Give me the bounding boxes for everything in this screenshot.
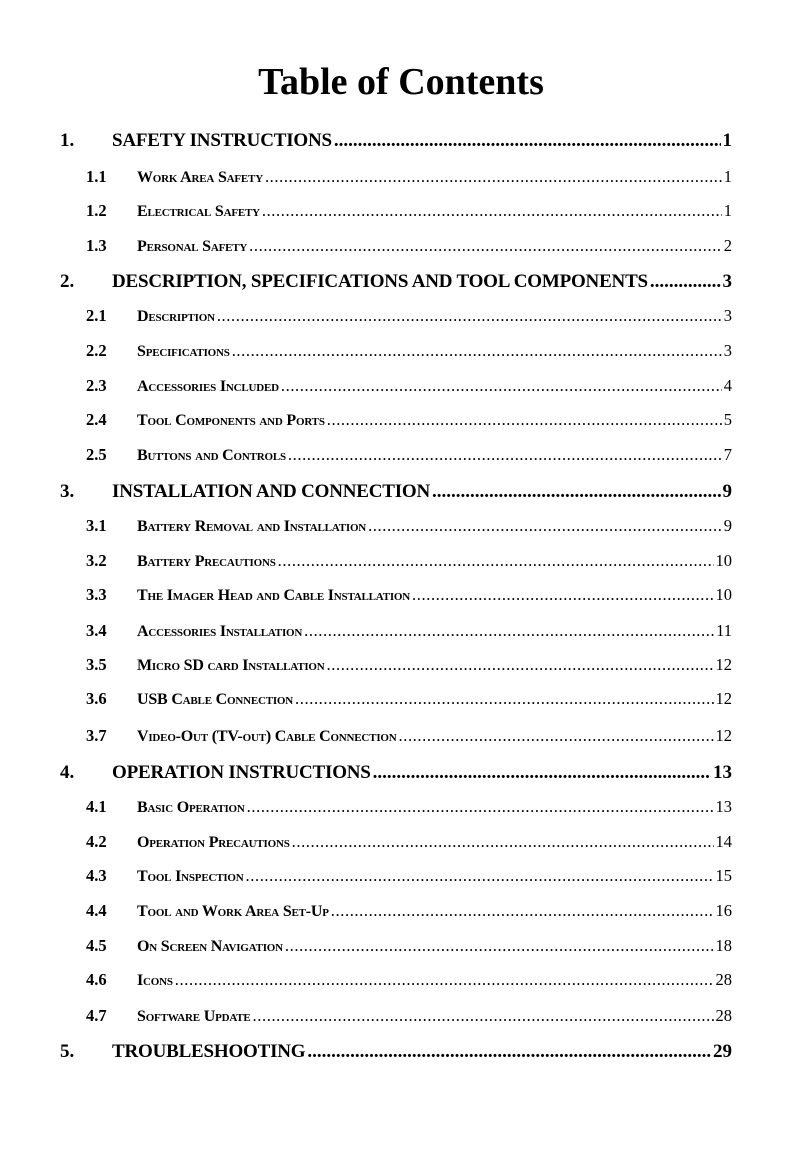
toc-entry-number: 5. xyxy=(60,1041,75,1062)
toc-subsection-entry[interactable] xyxy=(86,936,732,956)
toc-subsection-entry[interactable] xyxy=(86,621,732,641)
page-title: Table of Contents xyxy=(258,61,544,103)
toc-entry-number: 1.2 xyxy=(86,201,107,220)
toc-entry-number: 3.7 xyxy=(86,726,107,745)
toc-entry-number: 2.4 xyxy=(86,410,107,429)
toc-entry-number: 4. xyxy=(60,762,75,783)
toc-entry-number: 3.1 xyxy=(86,516,107,535)
toc-entry-page-number: 10 xyxy=(715,551,732,570)
dot-leader xyxy=(327,655,714,675)
toc-entry-number: 4.7 xyxy=(86,1006,107,1025)
toc-entry-number: 4.4 xyxy=(86,901,107,920)
toc-entry-title: DESCRIPTION, SPECIFICATIONS AND TOOL COMPONENTS xyxy=(112,271,648,292)
toc-entry-page-number: 1 xyxy=(722,130,732,151)
toc-subsection-entry[interactable] xyxy=(86,236,732,256)
toc-entry-page-number: 5 xyxy=(723,410,732,429)
toc-entry-title: USB Cable Connection xyxy=(137,691,294,708)
toc-subsection-entry[interactable] xyxy=(86,167,732,187)
toc-entry-page-number: 4 xyxy=(723,376,732,395)
toc-section-entry[interactable] xyxy=(60,130,732,152)
toc-entry-title: TROUBLESHOOTING xyxy=(112,1041,306,1062)
toc-entry-title: Accessories Included xyxy=(137,378,279,395)
dot-leader xyxy=(373,762,711,784)
dot-leader xyxy=(292,832,714,852)
toc-entry-title: Tool Components and Ports xyxy=(137,412,325,429)
toc-entry-number: 2.3 xyxy=(86,376,107,395)
dot-leader xyxy=(285,936,714,956)
toc-section-entry[interactable] xyxy=(60,1041,732,1063)
toc-entry-title: Accessories Installation xyxy=(137,623,303,640)
toc-entry-title: On Screen Navigation xyxy=(137,938,283,955)
dot-leader xyxy=(253,1006,714,1026)
dot-leader xyxy=(295,689,713,709)
toc-subsection-entry[interactable] xyxy=(86,832,732,852)
toc-entry-number: 4.2 xyxy=(86,832,107,851)
dot-leader xyxy=(175,970,714,990)
toc-entry-title: Software Update xyxy=(137,1008,251,1025)
dot-leader xyxy=(432,481,720,503)
dot-leader xyxy=(262,201,722,221)
toc-entry-title: SAFETY INSTRUCTIONS xyxy=(112,130,332,151)
toc-entry-number: 1.3 xyxy=(86,236,107,255)
toc-entry-number: 2.1 xyxy=(86,306,107,325)
toc-entry-page-number: 29 xyxy=(713,1041,732,1062)
toc-entry-page-number: 1 xyxy=(723,201,732,220)
toc-subsection-entry[interactable] xyxy=(86,1006,732,1026)
dot-leader xyxy=(217,306,722,326)
toc-entry-page-number: 12 xyxy=(715,689,732,708)
toc-subsection-entry[interactable] xyxy=(86,445,732,465)
dot-leader xyxy=(288,445,722,465)
toc-subsection-entry[interactable] xyxy=(86,341,732,361)
toc-subsection-entry[interactable] xyxy=(86,376,732,396)
toc-entry-page-number: 15 xyxy=(715,866,732,885)
dot-leader xyxy=(281,376,722,396)
dot-leader xyxy=(368,516,722,536)
toc-entry-page-number: 28 xyxy=(715,970,732,989)
toc-entry-number: 4.1 xyxy=(86,797,107,816)
toc-subsection-entry[interactable] xyxy=(86,585,732,605)
toc-entry-number: 4.5 xyxy=(86,936,107,955)
dot-leader xyxy=(265,167,722,187)
dot-leader xyxy=(247,797,714,817)
toc-entry-title: Operation Precautions xyxy=(137,834,290,851)
toc-entry-title: OPERATION INSTRUCTIONS xyxy=(112,762,371,783)
dot-leader xyxy=(232,341,722,361)
dot-leader xyxy=(249,236,722,256)
toc-entry-title: Basic Operation xyxy=(137,799,245,816)
dot-leader xyxy=(412,585,713,605)
toc-entry-number: 3.2 xyxy=(86,551,107,570)
toc-entry-title: Video-Out (TV-out) Cable Connection xyxy=(137,728,397,745)
toc-section-entry[interactable] xyxy=(60,762,732,784)
dot-leader xyxy=(650,271,721,293)
toc-entry-number: 1.1 xyxy=(86,167,107,186)
dot-leader xyxy=(304,621,714,641)
toc-subsection-entry[interactable] xyxy=(86,797,732,817)
toc-subsection-entry[interactable] xyxy=(86,410,732,430)
toc-subsection-entry[interactable] xyxy=(86,655,732,675)
toc-entry-number: 3.5 xyxy=(86,655,107,674)
toc-entry-title: Work Area Safety xyxy=(137,169,263,186)
toc-section-entry[interactable] xyxy=(60,481,732,503)
toc-entry-page-number: 12 xyxy=(715,655,732,674)
toc-subsection-entry[interactable] xyxy=(86,516,732,536)
toc-entry-page-number: 12 xyxy=(715,726,732,745)
toc-entry-number: 3.4 xyxy=(86,621,107,640)
toc-entry-page-number: 1 xyxy=(723,167,732,186)
toc-subsection-entry[interactable] xyxy=(86,689,732,709)
toc-subsection-entry[interactable] xyxy=(86,551,732,571)
toc-entry-page-number: 10 xyxy=(715,585,732,604)
toc-entry-number: 3. xyxy=(60,481,75,502)
dot-leader xyxy=(307,1041,711,1063)
toc-entry-page-number: 18 xyxy=(715,936,732,955)
toc-entry-page-number: 9 xyxy=(723,516,732,535)
toc-entry-title: The Imager Head and Cable Installation xyxy=(137,587,411,604)
dot-leader xyxy=(278,551,714,571)
toc-subsection-entry[interactable] xyxy=(86,726,732,746)
toc-subsection-entry[interactable] xyxy=(86,866,732,886)
toc-entry-title: Description xyxy=(137,308,215,325)
toc-entry-page-number: 14 xyxy=(715,832,732,851)
toc-subsection-entry[interactable] xyxy=(86,306,732,326)
toc-entry-page-number: 2 xyxy=(723,236,732,255)
toc-entry-page-number: 7 xyxy=(723,445,732,464)
toc-entry-title: Tool and Work Area Set-Up xyxy=(137,903,329,920)
toc-entry-number: 3.3 xyxy=(86,585,107,604)
toc-entry-title: Battery Precautions xyxy=(137,553,276,570)
toc-entry-title: Micro SD card Installation xyxy=(137,657,325,674)
toc-entry-number: 4.3 xyxy=(86,866,107,885)
toc-entry-number: 2.5 xyxy=(86,445,107,464)
toc-entry-number: 2. xyxy=(60,271,75,292)
toc-entry-title: Tool Inspection xyxy=(137,868,244,885)
toc-entry-title: Electrical Safety xyxy=(137,203,260,220)
toc-subsection-entry[interactable] xyxy=(86,901,732,921)
toc-entry-title: Personal Safety xyxy=(137,238,248,255)
toc-entry-title: Icons xyxy=(137,972,173,989)
toc-entry-page-number: 3 xyxy=(723,306,732,325)
toc-entry-number: 3.6 xyxy=(86,689,107,708)
toc-subsection-entry[interactable] xyxy=(86,970,732,990)
toc-entry-title: Buttons and Controls xyxy=(137,447,286,464)
dot-leader xyxy=(246,866,714,886)
toc-entry-page-number: 3 xyxy=(723,341,732,360)
toc-entry-page-number: 13 xyxy=(715,797,732,816)
toc-entry-page-number: 3 xyxy=(722,271,732,292)
toc-entry-page-number: 16 xyxy=(715,901,732,920)
dot-leader xyxy=(327,410,722,430)
toc-section-entry[interactable] xyxy=(60,271,732,293)
toc-entry-title: Battery Removal and Installation xyxy=(137,518,367,535)
toc-entry-number: 4.6 xyxy=(86,970,107,989)
dot-leader xyxy=(334,130,721,152)
toc-entry-page-number: 28 xyxy=(715,1006,732,1025)
toc-entry-title: INSTALLATION AND CONNECTION xyxy=(112,481,431,502)
dot-leader xyxy=(399,726,714,746)
toc-entry-title: Specifications xyxy=(137,343,230,360)
toc-entry-number: 1. xyxy=(60,130,75,151)
toc-entry-number: 2.2 xyxy=(86,341,107,360)
toc-entry-page-number: 11 xyxy=(716,621,732,640)
toc-entry-page-number: 9 xyxy=(722,481,732,502)
toc-entry-page-number: 13 xyxy=(713,762,732,783)
toc-subsection-entry[interactable] xyxy=(86,201,732,221)
dot-leader xyxy=(331,901,714,921)
